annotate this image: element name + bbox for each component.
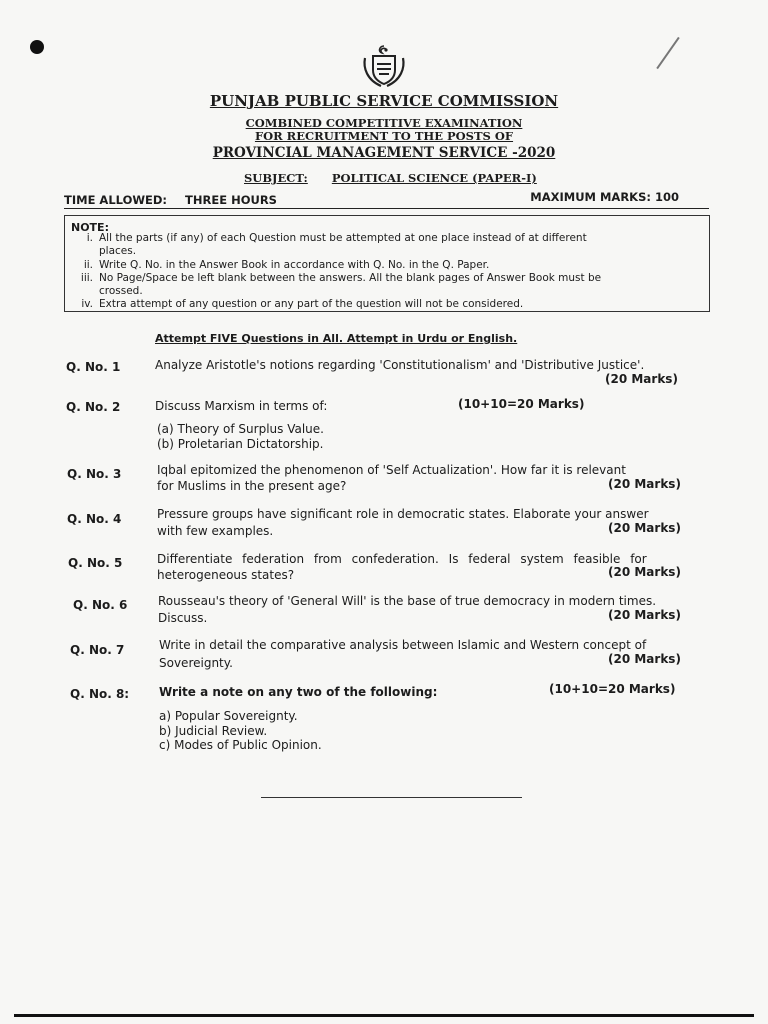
note-item-number: iii. — [80, 272, 93, 284]
question-number: Q. No. 8: — [70, 687, 130, 701]
note-item-line: All the parts (if any) of each Question must be attempted at one place instead of at different — [99, 232, 587, 244]
note-item-line: crossed. — [99, 285, 143, 297]
note-item-line: Extra attempt of any question or any part of the question will not be considered. — [99, 298, 524, 310]
question-text: for Muslims in the present age? — [157, 479, 347, 493]
exam-title-line1: COMBINED COMPETITIVE EXAMINATION — [245, 116, 523, 130]
question-number: Q. No. 6 — [73, 598, 128, 612]
time-allowed-value: THREE HOURS — [185, 193, 277, 207]
question-text: Differentiate federation from confederation. Is federal system feasible for — [157, 552, 647, 566]
question-text: Discuss. — [158, 611, 208, 625]
note-item-line: No Page/Space be left blank between the answers. All the blank pages of Answer Book must be — [99, 272, 602, 284]
question-number: Q. No. 5 — [68, 556, 123, 570]
subject-value: POLITICAL SCIENCE (PAPER-I) — [331, 171, 537, 185]
page-bottom-border — [14, 1014, 754, 1017]
question-part: b) Judicial Review. — [159, 724, 268, 738]
note-item-line: Write Q. No. in the Answer Book in accordance with Q. No. in the Q. Paper. — [99, 259, 490, 271]
note-item-text — [99, 259, 489, 272]
question-part: c) Modes of Public Opinion. — [159, 738, 322, 752]
question-text: Iqbal epitomized the phenomenon of 'Self Actualization'. How far it is relevant — [157, 463, 626, 477]
question-number: Q. No. 4 — [67, 512, 122, 526]
question-text: with few examples. — [157, 524, 274, 538]
note-box — [64, 215, 710, 312]
question-marks: (20 Marks) — [608, 565, 681, 579]
question-text: heterogeneous states? — [157, 568, 295, 582]
time-marks-line — [64, 190, 709, 207]
service-title: PROVINCIAL MANAGEMENT SERVICE -2020 — [212, 145, 556, 161]
note-item-number: ii. — [83, 259, 93, 271]
note-item-number: i. — [86, 232, 93, 244]
question-number: Q. No. 2 — [66, 400, 121, 414]
note-title: NOTE: — [71, 221, 109, 234]
question-number: Q. No. 1 — [66, 360, 121, 374]
exam-title — [0, 117, 768, 143]
question-marks: (20 Marks) — [608, 652, 681, 666]
question-marks: (10+10=20 Marks) — [458, 397, 585, 411]
question-marks: (20 Marks) — [608, 608, 681, 622]
question-text: Analyze Aristotle's notions regarding 'Constitutionalism' and 'Distributive Justice'. — [155, 358, 645, 372]
question-text: Sovereignty. — [159, 656, 233, 670]
note-item-text — [99, 298, 523, 311]
note-item-line: places. — [99, 245, 137, 257]
question-part: (b) Proletarian Dictatorship. — [157, 437, 324, 451]
question-text: Write a note on any two of the following: — [159, 685, 438, 699]
subject-line — [244, 171, 537, 185]
question-number: Q. No. 7 — [70, 643, 125, 657]
question-marks: (10+10=20 Marks) — [549, 682, 676, 696]
end-of-paper-line — [261, 797, 522, 798]
commission-title: PUNJAB PUBLIC SERVICE COMMISSION — [209, 92, 559, 110]
question-text: Write in detail the comparative analysis between Islamic and Western concept of — [159, 638, 647, 652]
scan-ink-blot — [30, 40, 44, 54]
exam-title-line2: FOR RECRUITMENT TO THE POSTS OF — [254, 129, 514, 143]
note-item-number: iv. — [81, 298, 93, 310]
note-item-text — [99, 232, 587, 258]
maximum-marks: MAXIMUM MARKS: 100 — [530, 190, 679, 204]
question-text: Pressure groups have significant role in democratic states. Elaborate your answer — [157, 507, 649, 521]
subject-label: SUBJECT: — [244, 171, 308, 185]
question-part: (a) Theory of Surplus Value. — [157, 422, 324, 436]
scan-pen-stroke — [656, 37, 679, 69]
question-marks: (20 Marks) — [608, 477, 681, 491]
time-allowed-label: TIME ALLOWED: — [64, 193, 168, 207]
header-divider — [64, 208, 709, 209]
government-crest-icon — [359, 44, 409, 88]
question-number: Q. No. 3 — [67, 467, 122, 481]
note-item-text — [99, 272, 601, 298]
question-marks: (20 Marks) — [608, 521, 681, 535]
question-text: Rousseau's theory of 'General Will' is the base of true democracy in modern times. — [158, 594, 657, 608]
attempt-instruction: Attempt FIVE Questions in All. Attempt in Urdu or English. — [155, 332, 518, 345]
question-text: Discuss Marxism in terms of: — [155, 399, 328, 413]
question-marks: (20 Marks) — [605, 372, 678, 386]
question-part: a) Popular Sovereignty. — [159, 709, 298, 723]
